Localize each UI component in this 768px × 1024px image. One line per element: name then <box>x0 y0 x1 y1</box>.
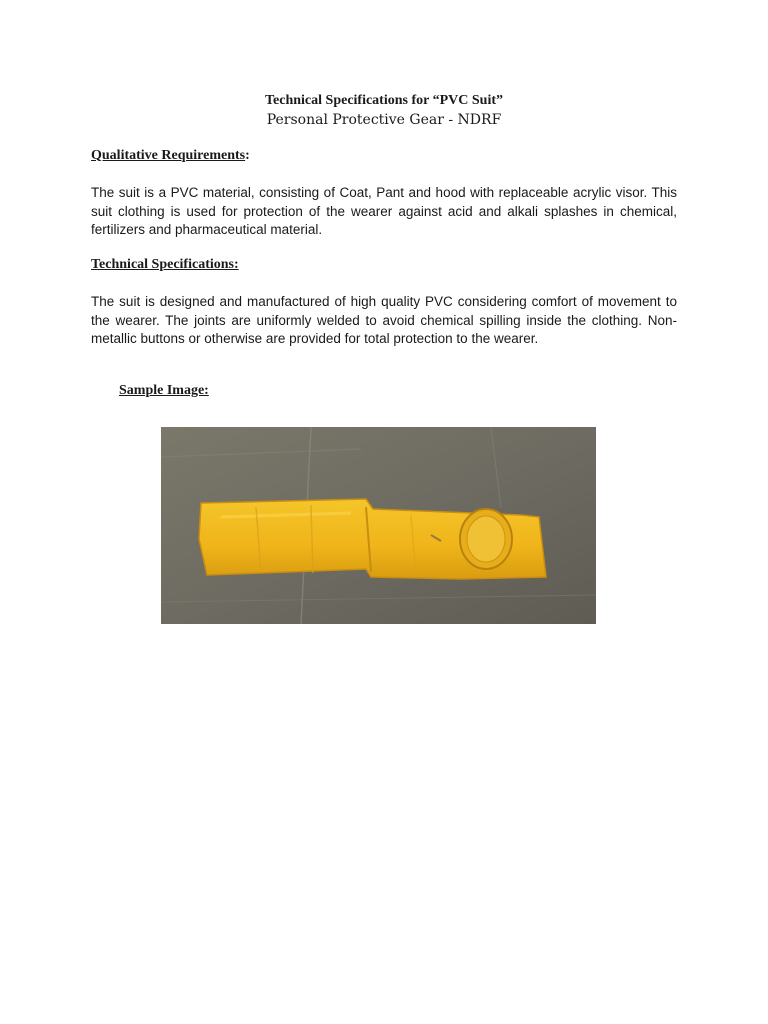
technical-heading <box>91 257 239 273</box>
technical-heading-text: Technical Specifications: <box>91 257 239 272</box>
qualitative-heading-colon: : <box>245 148 250 163</box>
qualitative-heading-text: Qualitative Requirements <box>91 148 246 163</box>
qualitative-paragraph: The suit is a PVC material, consisting of Coat, Pant and hood with replaceable acrylic visor. This suit clothing is used for protection of the wearer against acid and alkali splashes in chemical, fertilizers and pharmaceutical material. <box>91 185 677 237</box>
sample-image-label: Sample Image: <box>119 383 209 398</box>
technical-paragraph: The suit is designed and manufactured of high quality PVC considering comfort of movement to the wearer. The joints are uniformly welded to avoid chemical spilling inside the clothing. Non-metallic buttons or otherwise are provided for total protection to the wearer. <box>91 294 677 346</box>
document-subtitle: Personal Protective Gear - NDRF <box>266 112 502 128</box>
pvc-suit-photo <box>161 427 596 624</box>
yellow-suit <box>199 499 546 579</box>
document-title: Technical Specifications for “PVC Suit” <box>264 93 503 108</box>
qualitative-heading <box>91 148 250 164</box>
sample-photo <box>161 427 596 624</box>
